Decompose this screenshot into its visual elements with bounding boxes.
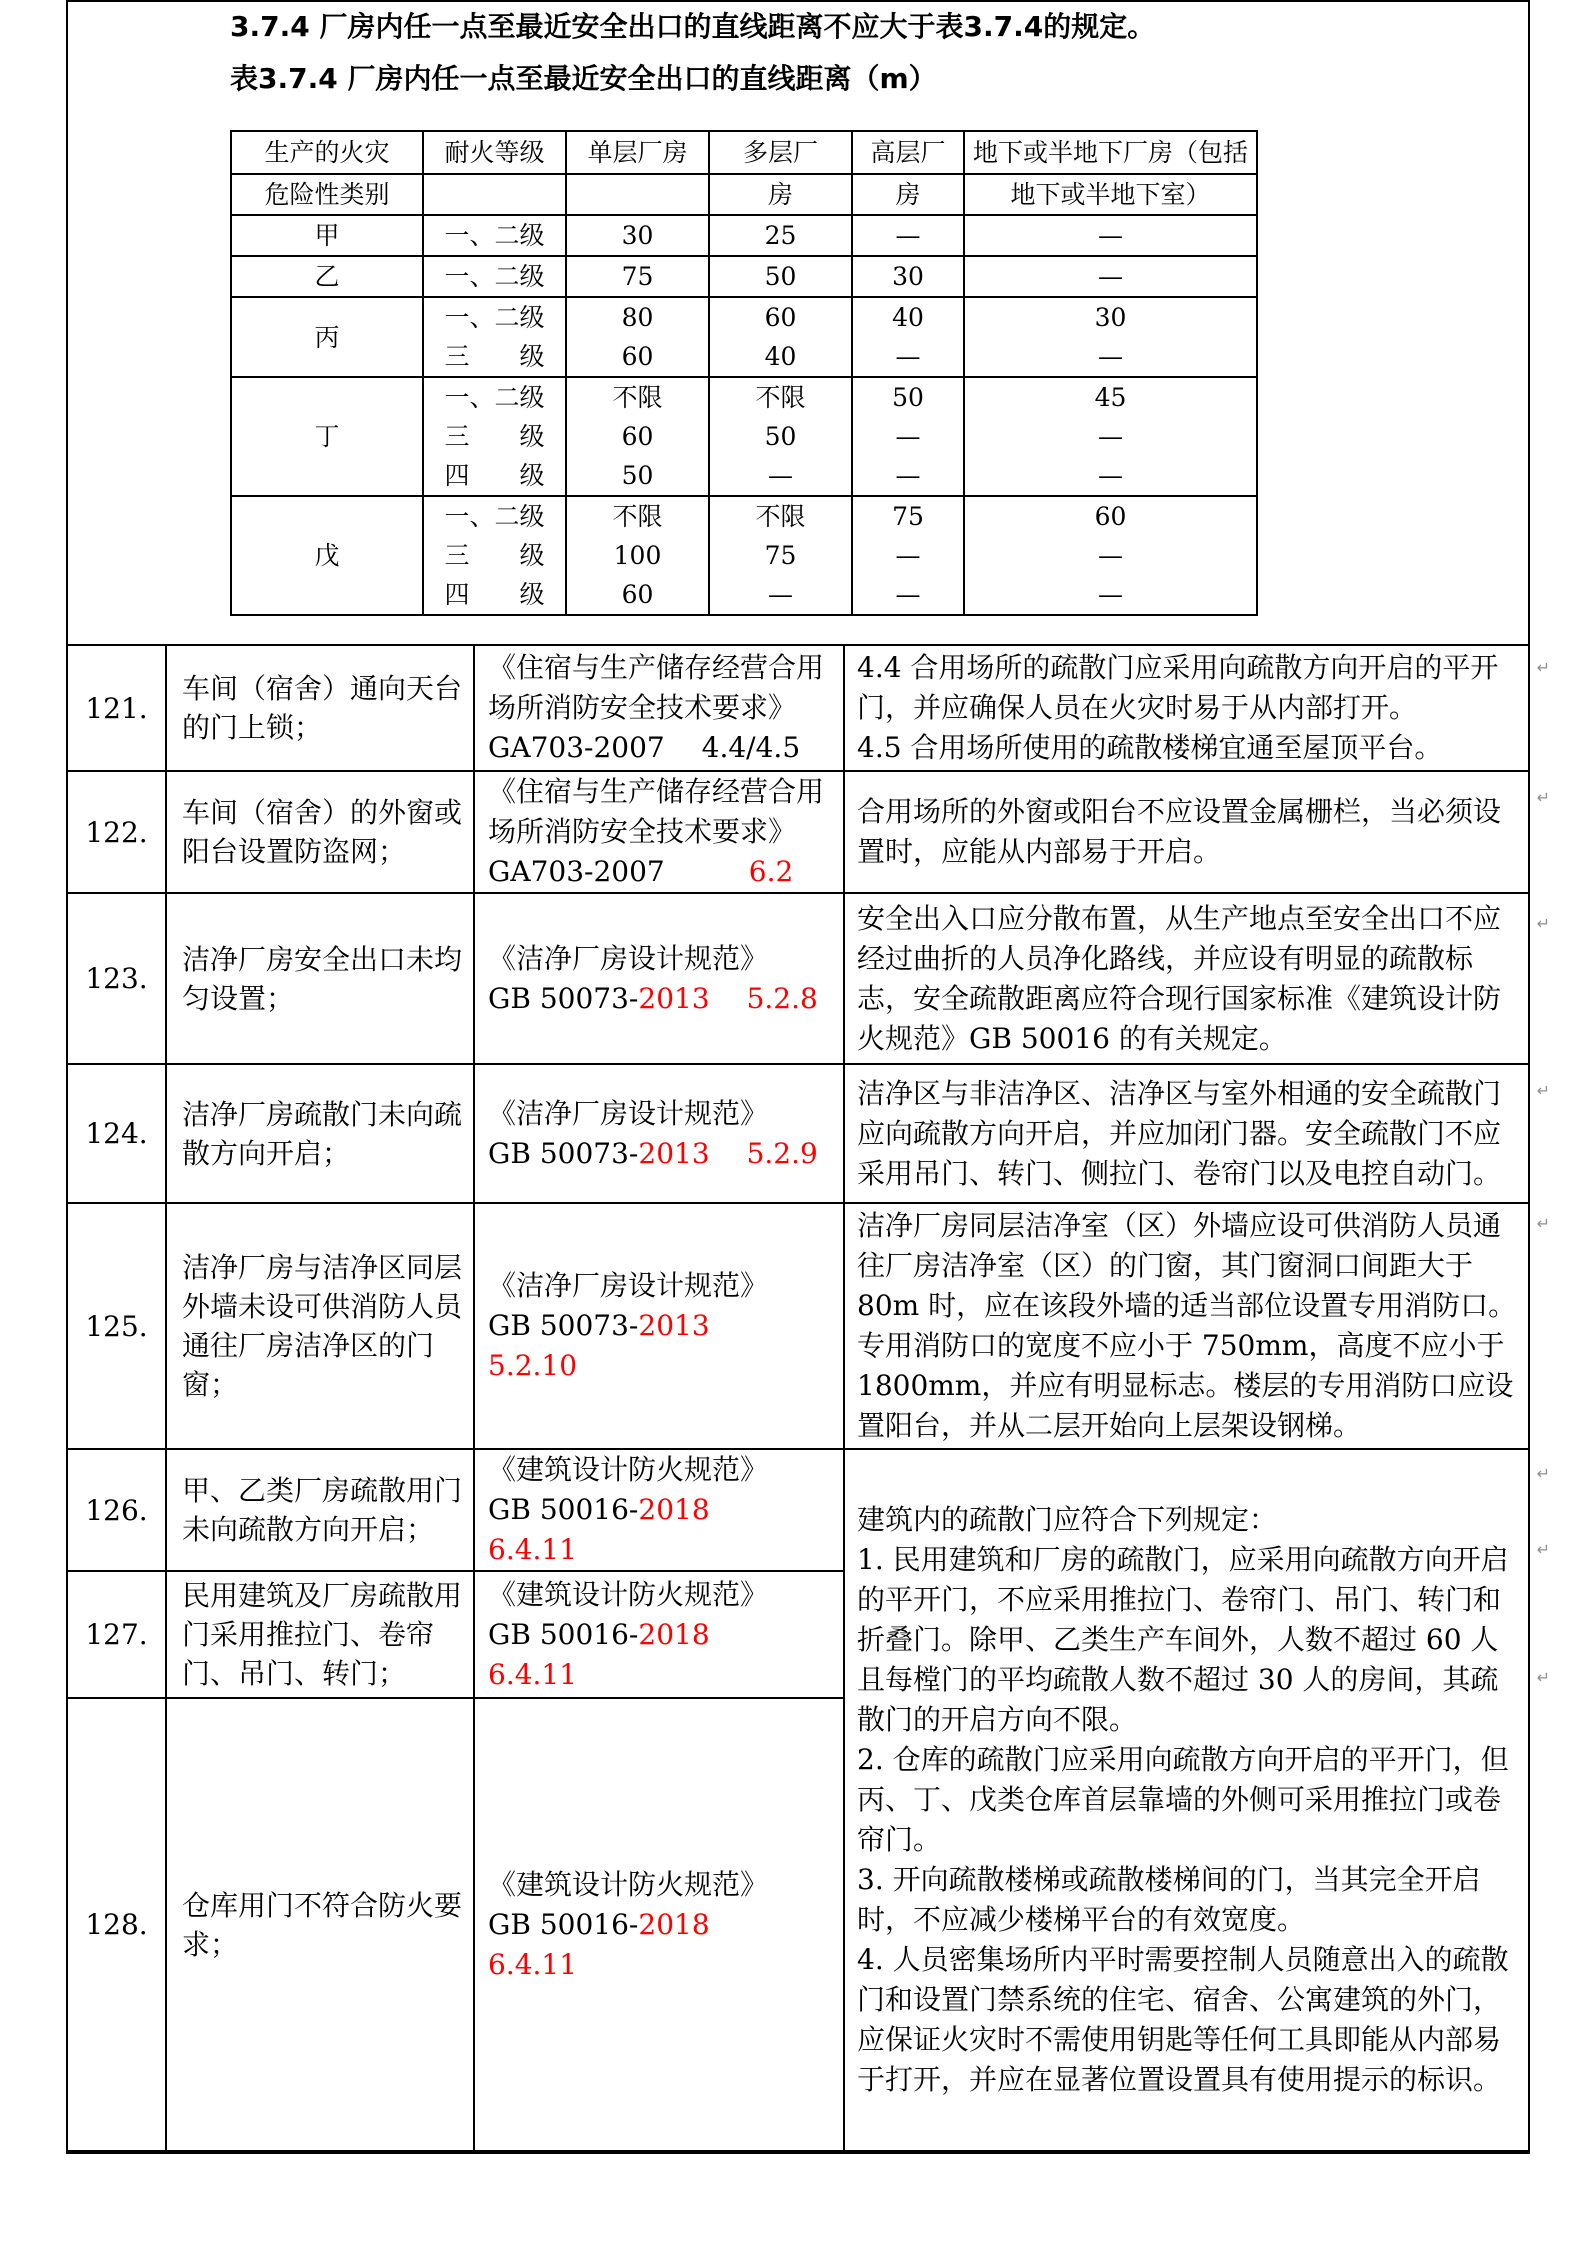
checklist-row xyxy=(67,1064,1529,1203)
paragraph-mark-icon: ↵ xyxy=(1536,1214,1550,1233)
distance-value-cell xyxy=(852,215,964,256)
reference-code-text: GB 50016- xyxy=(488,1907,639,1941)
reference-code xyxy=(488,1615,835,1695)
value-line: — xyxy=(1098,422,1123,451)
distance-value-cell xyxy=(709,297,852,377)
row-number: 123. xyxy=(67,893,166,1064)
issue-cell: 洁净厂房安全出口未均匀设置； xyxy=(166,893,474,1064)
checklist-row xyxy=(67,893,1529,1064)
row-number: 125. xyxy=(67,1203,166,1449)
reference-title: 《洁净厂房设计规范》 xyxy=(488,1096,769,1130)
distance-value-cell xyxy=(709,377,852,496)
distance-value-cell xyxy=(964,496,1257,615)
requirement-paragraph: 合用场所的外窗或阳台不应设置金属栅栏，当必须设置时，应能从内部易于开启。 xyxy=(857,795,1502,868)
reference-code-red: 2018 xyxy=(638,1907,710,1941)
value-line: — xyxy=(768,580,793,609)
checklist-row xyxy=(67,1449,1529,1571)
distance-value-cell xyxy=(964,215,1257,256)
requirement-cell xyxy=(844,1064,1550,1203)
distance-value-cell xyxy=(852,256,964,297)
distance-header-cell: 多层厂 xyxy=(709,131,852,174)
value-line: 45 xyxy=(1094,383,1127,412)
row-number: 121. xyxy=(67,645,166,771)
fire-grade-cell xyxy=(423,256,566,297)
category-cell: 丙 xyxy=(231,297,423,377)
requirement-paragraph: 1. 民用建筑和厂房的疏散门，应采用向疏散方向开启的平开门，不应采用推拉门、卷帘门、吊门、转门和折叠门。除甲、乙类生产车间外，人数不超过 60 人且每樘门的平均疏散人数不超过 30 人的房间，其疏散门的开启方向不限。 xyxy=(857,1543,1509,1736)
value-line: 100 xyxy=(613,541,662,570)
reference-code-red: 2013 xyxy=(638,1136,710,1170)
issue-cell: 民用建筑及厂房疏散用门采用推拉门、卷帘门、吊门、转门； xyxy=(166,1571,474,1698)
reference-code xyxy=(488,1134,835,1174)
distance-data-row xyxy=(231,297,1257,377)
value-line: 50 xyxy=(621,461,654,490)
reference-code-text: GA703-2007 xyxy=(488,855,749,888)
value-line: 不限 xyxy=(612,383,663,412)
reference-cell xyxy=(474,1449,844,1571)
value-line: 80 xyxy=(621,303,654,332)
issue-cell: 甲、乙类厂房疏散用门未向疏散方向开启； xyxy=(166,1449,474,1571)
reference-code-text xyxy=(710,1309,738,1342)
value-line: — xyxy=(895,221,921,250)
reference-code-text xyxy=(710,1137,747,1170)
fire-grade-cell xyxy=(423,215,566,256)
distance-header-cell: 地下或半地下室） xyxy=(964,174,1257,215)
fire-grade-cell xyxy=(423,496,566,615)
value-line: 一、二级 xyxy=(444,303,545,332)
value-line: — xyxy=(1098,342,1123,371)
reference-title: 《洁净厂房设计规范》 xyxy=(488,941,769,975)
value-line: — xyxy=(895,461,921,490)
table-caption: 表3.7.4 厂房内任一点至最近安全出口的直线距离（m） xyxy=(230,62,937,95)
reference-title: 《建筑设计防火规范》 xyxy=(488,1577,769,1611)
value-line: 不限 xyxy=(612,502,663,531)
category-cell: 甲 xyxy=(231,215,423,256)
distance-value-cell xyxy=(852,377,964,496)
value-line: 不限 xyxy=(755,383,806,412)
requirement-paragraph: 4.5 合用场所使用的疏散楼梯宜通至屋顶平台。 xyxy=(857,731,1443,764)
reference-title: 《住宿与生产储存经营合用场所消防安全技术要求》 xyxy=(488,775,825,848)
reference-code-red: 6.4.11 xyxy=(488,1657,578,1691)
value-line: — xyxy=(1098,262,1123,291)
paragraph-mark-icon: ↵ xyxy=(1536,658,1550,677)
requirement-cell xyxy=(844,893,1550,1064)
requirement-paragraph: 2. 仓库的疏散门应采用向疏散方向开启的平开门，但丙、丁、戊类仓库首层靠墙的外侧可采用推拉门或卷帘门。 xyxy=(857,1743,1509,1856)
reference-code-text: GB 50073- xyxy=(488,1309,639,1342)
reference-code-red: 5.2.10 xyxy=(488,1349,578,1382)
value-line: 60 xyxy=(764,303,797,332)
reference-code xyxy=(488,979,835,1019)
issue-cell: 洁净厂房疏散门未向疏散方向开启； xyxy=(166,1064,474,1203)
distance-data-row xyxy=(231,496,1257,615)
reference-title: 《洁净厂房设计规范》 xyxy=(488,1269,769,1302)
reference-code-text: GB 50073- xyxy=(488,981,639,1015)
distance-value-cell xyxy=(709,256,852,297)
value-line: 三 级 xyxy=(444,541,545,570)
reference-code-red: 6.4.11 xyxy=(488,1947,578,1981)
requirement-paragraph: 3. 开向疏散楼梯或疏散楼梯间的门，当其完全开启时，不应减少楼梯平台的有效宽度。 xyxy=(857,1863,1481,1936)
reference-code-text xyxy=(710,1908,766,1941)
row-number: 124. xyxy=(67,1064,166,1203)
reference-title: 《建筑设计防火规范》 xyxy=(488,1867,769,1901)
value-line: 60 xyxy=(1094,502,1127,531)
distance-header-cell: 危险性类别 xyxy=(231,174,423,215)
distance-value-cell xyxy=(566,256,709,297)
distance-value-cell xyxy=(852,297,964,377)
intro-row xyxy=(67,1,1529,645)
fire-grade-cell xyxy=(423,297,566,377)
clause-heading: 3.7.4 厂房内任一点至最近安全出口的直线距离不应大于表3.7.4的规定。 xyxy=(230,10,1156,43)
reference-code-red: 2013 xyxy=(638,1309,710,1342)
distance-header-cell: 房 xyxy=(709,174,852,215)
value-line: — xyxy=(768,461,793,490)
reference-code-text xyxy=(710,982,747,1015)
requirement-cell xyxy=(844,771,1550,893)
distance-header-cell: 高层厂 xyxy=(852,131,964,174)
distance-value-cell xyxy=(964,377,1257,496)
requirement-paragraph: 4. 人员密集场所内平时需要控制人员随意出入的疏散门和设置门禁系统的住宅、宿舍、公寓建筑的外门，应保证火灾时不需使用钥匙等任何工具即能从内部易于打开，并应在显著位置设置具有使用提示的标识。 xyxy=(857,1943,1509,2096)
distance-value-cell xyxy=(566,297,709,377)
checklist-row xyxy=(67,1203,1529,1449)
distance-value-cell xyxy=(852,496,964,615)
paragraph-mark-icon: ↵ xyxy=(1536,1081,1550,1100)
distance-header-cell: 耐火等级 xyxy=(423,131,566,174)
distance-value-cell xyxy=(566,215,709,256)
checklist-row xyxy=(67,645,1529,771)
value-line: 一、二级 xyxy=(444,262,545,291)
value-line: 一、二级 xyxy=(444,221,545,250)
value-line: 30 xyxy=(621,221,654,250)
value-line: 75 xyxy=(621,262,654,291)
row-number: 127. xyxy=(67,1571,166,1698)
reference-cell xyxy=(474,1698,844,2152)
category-cell: 乙 xyxy=(231,256,423,297)
value-line: 三 级 xyxy=(444,342,545,371)
value-line: 60 xyxy=(621,342,654,371)
value-line: 75 xyxy=(764,541,797,570)
value-line: 30 xyxy=(1094,303,1127,332)
reference-cell xyxy=(474,893,844,1064)
distance-table xyxy=(230,130,1258,616)
value-line: — xyxy=(895,342,921,371)
value-line: — xyxy=(895,422,921,451)
value-line: — xyxy=(895,541,921,570)
reference-code xyxy=(488,1905,835,1985)
issue-cell: 车间（宿舍）通向天台的门上锁； xyxy=(166,645,474,771)
value-line: 不限 xyxy=(755,502,806,531)
value-line: 四 级 xyxy=(444,580,545,609)
value-line: — xyxy=(895,580,921,609)
requirement-cell xyxy=(844,1203,1550,1449)
requirement-paragraph: 洁净厂房同层洁净室（区）外墙应设可供消防人员通往厂房洁净室（区）的门窗，其门窗洞口间距大于 80m 时，应在该段外墙的适当部位设置专用消防口。 xyxy=(857,1209,1517,1322)
issue-cell: 车间（宿舍）的外窗或阳台设置防盗网； xyxy=(166,771,474,893)
reference-code-red: 2018 xyxy=(638,1617,710,1651)
distance-header-row xyxy=(231,131,1257,174)
reference-code xyxy=(488,1306,835,1386)
requirement-cell xyxy=(844,645,1550,771)
value-line: — xyxy=(1098,461,1123,490)
value-line: 60 xyxy=(621,422,654,451)
issue-cell: 仓库用门不符合防火要求； xyxy=(166,1698,474,2152)
reference-code-red: 6.2 xyxy=(748,855,794,888)
fire-grade-cell xyxy=(423,377,566,496)
reference-code-text xyxy=(710,1618,766,1651)
row-number: 126. xyxy=(67,1449,166,1571)
distance-value-cell xyxy=(566,496,709,615)
value-line: — xyxy=(1098,580,1123,609)
issue-cell: 洁净厂房与洁净区同层外墙未设可供消防人员通往厂房洁净区的门窗； xyxy=(166,1203,474,1449)
reference-code-text: GB 50016- xyxy=(488,1617,639,1651)
distance-value-cell xyxy=(964,256,1257,297)
paragraph-mark-icon: ↵ xyxy=(1536,1540,1550,1559)
reference-code-text: GA703-2007 4.4/4.5 xyxy=(488,731,801,764)
distance-data-row xyxy=(231,377,1257,496)
distance-header-cell: 地下或半地下厂房（包括 xyxy=(964,131,1257,174)
reference-cell xyxy=(474,1203,844,1449)
value-line: 一、二级 xyxy=(444,383,545,412)
distance-value-cell xyxy=(709,215,852,256)
distance-data-row xyxy=(231,215,1257,256)
requirement-paragraph: 洁净区与非洁净区、洁净区与室外相通的安全疏散门应向疏散方向开启，并应加闭门器。安全疏散门不应采用吊门、转门、侧拉门、卷帘门以及电控自动门。 xyxy=(857,1076,1502,1190)
distance-header-cell: 单层厂房 xyxy=(566,131,709,174)
row-number: 128. xyxy=(67,1698,166,2152)
distance-header-cell xyxy=(566,174,709,215)
distance-header-cell: 生产的火灾 xyxy=(231,131,423,174)
checklist-table xyxy=(66,0,1550,2154)
distance-header-row xyxy=(231,174,1257,215)
value-line: 50 xyxy=(764,422,797,451)
paragraph-mark-icon: ↵ xyxy=(1536,914,1550,933)
requirement-paragraph: 安全出入口应分散布置，从生产地点至安全出口不应经过曲折的人员净化路线，并应设有明显的疏散标志，安全疏散距离应符合现行国家标准《建筑设计防火规范》GB 50016 的有关规定。 xyxy=(857,901,1502,1055)
requirement-paragraph: 专用消防口的宽度不应小于 750mm，高度不应小于 1800mm，并应有明显标志。楼层的专用消防口应设置阳台，并从二层开始向上层架设钢梯。 xyxy=(857,1329,1514,1442)
reference-code xyxy=(488,728,835,768)
reference-cell xyxy=(474,645,844,771)
value-line: 60 xyxy=(621,580,654,609)
value-line: 三 级 xyxy=(444,422,545,451)
value-line: 30 xyxy=(892,262,924,291)
requirement-cell xyxy=(844,1449,1550,2152)
value-line: 75 xyxy=(892,502,924,531)
reference-code-text: GB 50073- xyxy=(488,1136,639,1170)
value-line: 一、二级 xyxy=(444,502,545,531)
reference-title: 《建筑设计防火规范》 xyxy=(488,1453,769,1486)
distance-header-cell xyxy=(423,174,566,215)
reference-cell xyxy=(474,1571,844,1698)
distance-data-row xyxy=(231,256,1257,297)
distance-value-cell xyxy=(566,377,709,496)
checklist-row xyxy=(67,771,1529,893)
value-line: 40 xyxy=(892,303,924,332)
distance-value-cell xyxy=(709,496,852,615)
value-line: 40 xyxy=(764,342,797,371)
value-line: 四 级 xyxy=(444,461,545,490)
value-line: 50 xyxy=(892,383,924,412)
reference-code xyxy=(488,1490,835,1570)
intro-cell xyxy=(67,1,1529,645)
reference-code-red: 6.4.11 xyxy=(488,1533,578,1566)
requirement-paragraph: 4.4 合用场所的疏散门应采用向疏散方向开启的平开门，并应确保人员在火灾时易于从内部打开。 xyxy=(857,651,1499,724)
value-line: 50 xyxy=(764,262,797,291)
category-cell: 戊 xyxy=(231,496,423,615)
paragraph-mark-icon: ↵ xyxy=(1536,788,1550,807)
reference-cell xyxy=(474,1064,844,1203)
requirement-paragraph: 建筑内的疏散门应符合下列规定： xyxy=(857,1503,1278,1536)
distance-header-cell: 房 xyxy=(852,174,964,215)
reference-title: 《住宿与生产储存经营合用场所消防安全技术要求》 xyxy=(488,651,825,724)
row-number: 122. xyxy=(67,771,166,893)
paragraph-mark-icon: ↵ xyxy=(1536,1668,1550,1687)
paragraph-mark-icon: ↵ xyxy=(1536,1464,1550,1483)
reference-code-red: 5.2.9 xyxy=(746,1136,818,1170)
reference-code-text xyxy=(710,1493,766,1526)
reference-code-red: 2013 xyxy=(638,981,710,1015)
value-line: — xyxy=(1098,541,1123,570)
reference-cell xyxy=(474,771,844,893)
reference-code xyxy=(488,852,835,892)
category-cell: 丁 xyxy=(231,377,423,496)
value-line: — xyxy=(1098,221,1123,250)
reference-code-red: 2018 xyxy=(638,1493,710,1526)
reference-code-text: GB 50016- xyxy=(488,1493,639,1526)
reference-code-red: 5.2.8 xyxy=(746,981,818,1015)
distance-value-cell xyxy=(964,297,1257,377)
value-line: 25 xyxy=(764,221,797,250)
